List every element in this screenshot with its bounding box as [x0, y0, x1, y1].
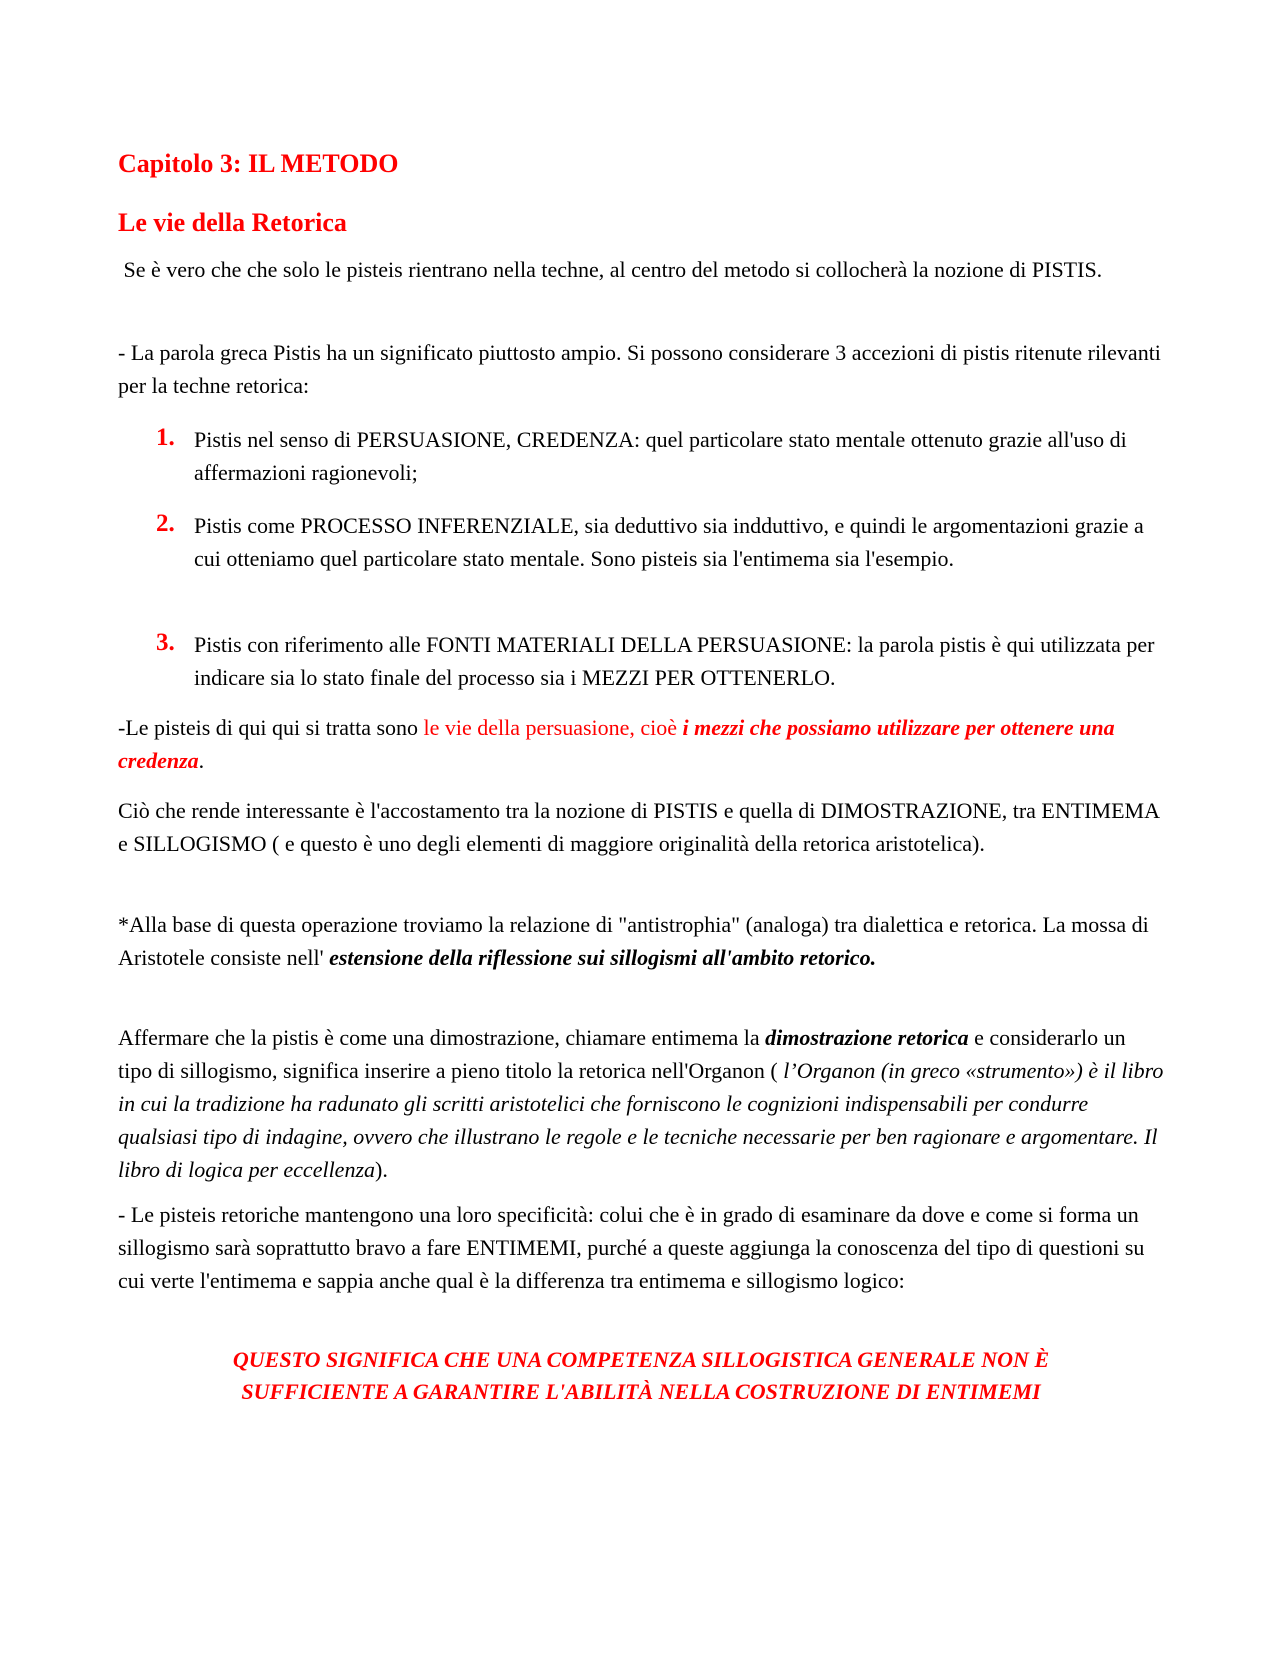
antistrophia-paragraph — [118, 908, 1164, 974]
list-item — [156, 628, 1164, 694]
list-item — [156, 423, 1164, 489]
organon-paragraph — [118, 1021, 1164, 1186]
persuasion-text-plain: -Le pisteis di qui qui si tratta sono — [118, 715, 424, 740]
list-text: Pistis nel senso di PERSUASIONE, CREDENZA: quel particolare stato mentale ottenuto grazie all'uso di affermazioni ragionevoli; — [194, 427, 1127, 485]
list-item — [156, 509, 1164, 575]
list-text: Pistis con riferimento alle FONTI MATERIALI DELLA PERSUASIONE: la parola pistis è qui utilizzata per indicare sia lo stato finale del processo sia i MEZZI PER OTTENERLO. — [194, 632, 1155, 690]
organon-text-end: ). — [375, 1157, 388, 1182]
persuasion-means-paragraph — [118, 711, 1164, 777]
organon-emphasis: dimostrazione retorica — [765, 1025, 969, 1050]
chapter-title: Capitolo 3: IL METODO — [118, 149, 399, 178]
conclusion-line-2: SUFFICIENTE A GARANTIRE L'ABILITÀ NELLA COSTRUZIONE DI ENTIMEMI — [241, 1379, 1041, 1404]
organon-definition: l’Organon (in greco «strumento») è il libro in cui la tradizione ha radunato gli scritti aristotelici che forniscono le cognizioni indispensabili per condurre qualsiasi tipo di indagine, ovvero che illustrano le regole e le tecniche necessarie per ben ragionare e argomentare. Il libro di logica per eccellenza — [118, 1058, 1164, 1182]
specificity-paragraph: - Le pisteis retoriche mantengono una loro specificità: colui che è in grado di esaminare da dove e come si forma un sillogismo sarà soprattutto bravo a fare ENTIMEMI, purché a queste aggiunga la conoscenza del tipo di questioni su cui verte l'entimema e sappia anche qual è la differenza tra entimema e sillogismo logico: — [118, 1202, 1145, 1293]
conclusion-line-1: QUESTO SIGNIFICA CHE UNA COMPETENZA SILLOGISTICA GENERALE NON È — [232, 1347, 1050, 1372]
organon-text-a: Affermare che la pistis è come una dimostrazione, chiamare entimema la — [118, 1025, 766, 1050]
persuasion-text-emphasis: i mezzi che possiamo utilizzare per ottenere una credenza — [118, 715, 1115, 773]
list-number: 2. — [156, 510, 175, 537]
intro-paragraph: Se è vero che che solo le pisteis rientrano nella techne, al centro del metodo si collocherà la nozione di PISTIS. — [118, 257, 1103, 282]
persuasion-text-red: le vie della persuasione, cioè — [423, 715, 683, 740]
antistrophia-emphasis: estensione della riflessione sui sillogismi all'ambito retorico. — [329, 945, 877, 970]
list-number: 3. — [156, 629, 175, 656]
list-number: 1. — [156, 424, 175, 451]
organon-text-c: e considerarlo un tipo di sillogismo, significa inserire a pieno titolo la retorica nell'Organon ( — [118, 1025, 1126, 1083]
section-title: Le vie della Retorica — [118, 208, 347, 237]
persuasion-text-end: . — [198, 748, 205, 773]
list-text: Pistis come PROCESSO INFERENZIALE, sia deduttivo sia indduttivo, e quindi le argomentazioni grazie a cui otteniamo quel particolare stato mentale. Sono pisteis sia l'entimema sia l'esempio. — [194, 513, 1144, 571]
pistis-meaning-paragraph: - La parola greca Pistis ha un significato piuttosto ampio. Si possono considerare 3 accezioni di pistis ritenute rilevanti per la techne retorica: — [118, 340, 1161, 398]
antistrophia-text: *Alla base di questa operazione troviamo la relazione di "antistrophia" (analoga) tra dialettica e retorica. La mossa di Aristotele consiste nell' — [118, 912, 1149, 970]
demonstration-paragraph: Ciò che rende interessante è l'accostamento tra la nozione di PISTIS e quella di DIMOSTRAZIONE, tra ENTIMEMA e SILLOGISMO ( e questo è uno degli elementi di maggiore originalità della retorica aristotelica). — [118, 798, 1159, 856]
